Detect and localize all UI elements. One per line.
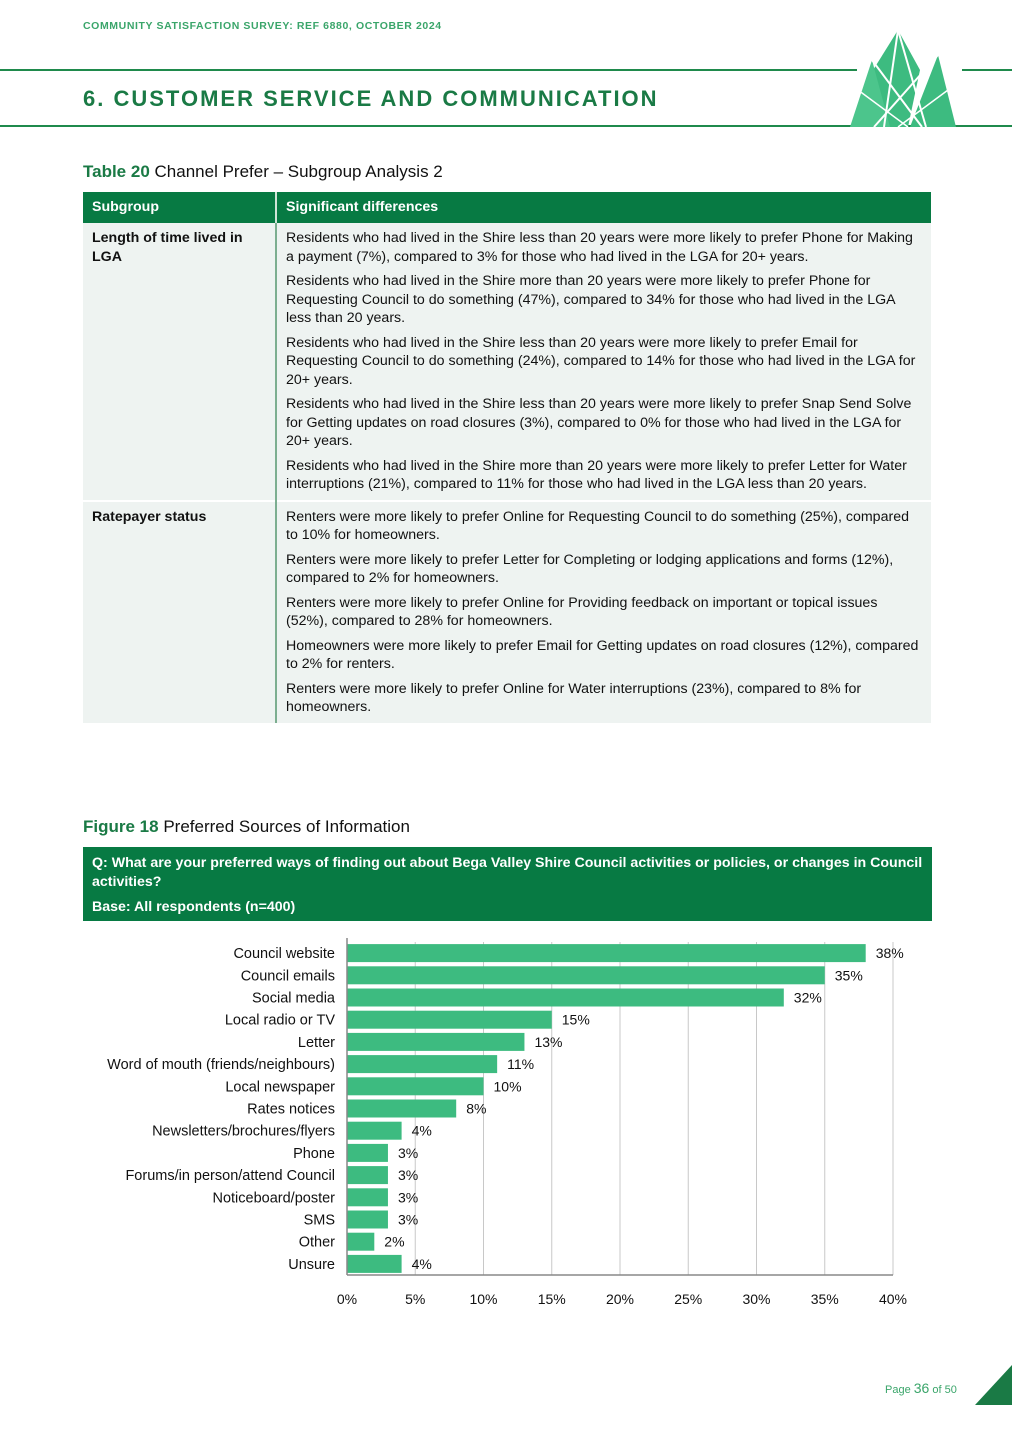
category-label: Newsletters/brochures/flyers (152, 1123, 335, 1140)
value-label: 38% (875, 945, 904, 962)
value-label: 3% (397, 1144, 419, 1161)
bar (347, 1233, 374, 1251)
bar (347, 1055, 497, 1073)
value-label: 32% (793, 989, 822, 1006)
differences-cell (276, 223, 931, 501)
x-tick-label: 30% (742, 1291, 771, 1307)
category-label: Local radio or TV (224, 1012, 335, 1029)
difference-item: Renters were more likely to prefer Online for Requesting Council to do something (25%), compared to 10% for homeowners. (286, 508, 909, 543)
difference-item: Residents who had lived in the Shire less than 20 years were more likely to prefer Email for Requesting Council to do something (24%), compared to 14% for those who had lived in the LGA for 20+ years. (286, 334, 916, 388)
value-label: 15% (561, 1011, 590, 1028)
difference-item: Residents who had lived in the Shire more than 20 years were more likely to prefer Letter for Water interruptions (21%), compared to 11% for those who had lived in the LGA less than 20 years. (286, 457, 907, 492)
question-box (83, 847, 932, 921)
category-label: Social media (251, 990, 335, 1007)
x-tick-label: 25% (674, 1291, 703, 1307)
subgroup-cell: Length of time lived in LGA (83, 223, 276, 501)
difference-item: Residents who had lived in the Shire less than 20 years were more likely to prefer Snap Send Solve for Getting updates on road closures (3%), compared to 0% for those who had lived in the LGA for 20+ years. (286, 396, 912, 449)
page-number: Page 36 of 50 (885, 1380, 957, 1396)
value-label: 35% (834, 967, 863, 984)
bar (347, 1077, 484, 1095)
subgroup-table (83, 192, 931, 723)
table-row (83, 501, 931, 723)
bar (347, 1100, 456, 1118)
category-label: Council website (233, 946, 335, 963)
bar (347, 966, 825, 984)
value-label: 3% (397, 1211, 419, 1228)
bar (347, 1033, 524, 1051)
value-label: 10% (493, 1078, 522, 1095)
col-header-differences: Significant differences (276, 192, 931, 223)
value-label: 3% (397, 1189, 419, 1206)
category-label: Word of mouth (friends/neighbours) (107, 1057, 335, 1074)
difference-item: Homeowners were more likely to prefer Email for Getting updates on road closures (12%), compared to 2% for renters. (286, 637, 919, 672)
bar (347, 1255, 402, 1273)
value-label: 4% (411, 1255, 432, 1272)
survey-ref: COMMUNITY SATISFACTION SURVEY: REF 6880, OCTOBER 2024 (83, 20, 442, 32)
value-label: 11% (507, 1056, 535, 1073)
value-label: 8% (466, 1100, 487, 1117)
difference-item: Renters were more likely to prefer Online for Water interruptions (23%), compared to 8% for homeowners. (286, 680, 862, 715)
bar (347, 1188, 388, 1206)
category-label: Phone (293, 1145, 335, 1162)
x-tick-label: 40% (878, 1291, 908, 1307)
bar (347, 944, 866, 962)
bar (347, 1211, 388, 1229)
section-title: 6. CUSTOMER SERVICE AND COMMUNICATION (83, 86, 659, 111)
category-label: Letter (297, 1034, 335, 1051)
difference-item: Residents who had lived in the Shire less than 20 years were more likely to prefer Phone for Making a payment (7%), compared to 3% for those who had lived in the LGA for 20+ years. (286, 230, 913, 265)
value-label: 4% (411, 1122, 432, 1139)
base-text: Base: All respondents (n=400) (92, 899, 296, 915)
subgroup-cell: Ratepayer status (83, 501, 276, 723)
council-logo-icon (848, 30, 963, 130)
category-label: Local newspaper (225, 1079, 335, 1096)
category-label: Other (298, 1234, 335, 1251)
bar (347, 1144, 388, 1162)
preferred-sources-chart (0, 930, 1012, 1310)
header-rule-top-right (962, 69, 1012, 71)
x-tick-label: 10% (469, 1291, 498, 1307)
category-label: Noticeboard/poster (212, 1190, 335, 1207)
x-tick-label: 5% (405, 1291, 426, 1307)
category-label: Rates notices (247, 1101, 335, 1118)
difference-item: Renters were more likely to prefer Online for Providing feedback on important or topical issues (52%), compared to 28% for homeowners. (286, 594, 878, 629)
x-tick-label: 15% (537, 1291, 566, 1307)
table-caption: Table 20 Channel Prefer – Subgroup Analysis 2 (83, 162, 443, 181)
bar (347, 989, 784, 1007)
x-tick-label: 0% (336, 1291, 358, 1307)
corner-triangle-icon (975, 1365, 1012, 1405)
differences-cell (276, 501, 931, 723)
value-label: 3% (397, 1167, 419, 1184)
col-header-subgroup: Subgroup (83, 192, 276, 223)
category-label: SMS (303, 1212, 335, 1229)
x-tick-label: 20% (605, 1291, 635, 1307)
x-tick-label: 35% (810, 1291, 839, 1307)
question-text: Q: What are your preferred ways of finding out about Bega Valley Shire Council activities or policies, or changes in Council activities? (92, 855, 923, 890)
table-row (83, 223, 931, 501)
value-label: 2% (384, 1233, 405, 1250)
difference-item: Renters were more likely to prefer Letter for Completing or lodging applications and forms (12%), compared to 2% for homeowners. (286, 551, 894, 586)
category-label: Council emails (240, 968, 335, 985)
difference-item: Residents who had lived in the Shire more than 20 years were more likely to prefer Phone for Requesting Council to do something (47%), compared to 34% for those who had lived in the LGA less than 20 years. (286, 273, 895, 326)
category-label: Forums/in person/attend Council (125, 1168, 335, 1185)
category-label: Unsure (288, 1256, 335, 1273)
bar (347, 1122, 402, 1140)
figure-caption: Figure 18 Preferred Sources of Information (83, 817, 410, 836)
bar (347, 1166, 388, 1184)
header-rule-top (0, 69, 857, 71)
value-label: 13% (534, 1033, 563, 1050)
bar (347, 1011, 552, 1029)
